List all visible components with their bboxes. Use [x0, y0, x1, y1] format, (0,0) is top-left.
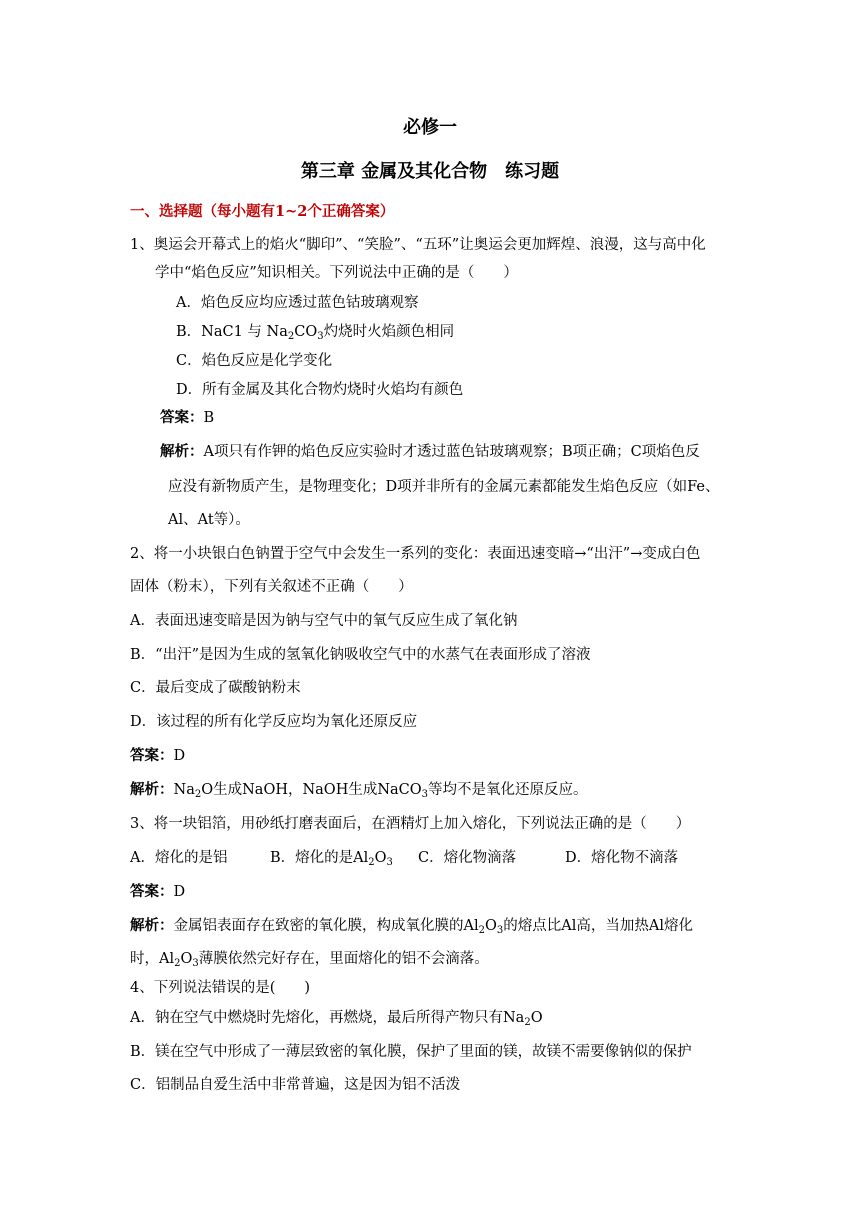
q1-option-b: B．NaC1 与 $Na_2CO_3$灼烧时火焰颜色相同 — [176, 324, 455, 342]
q3-option-c: C．熔化物滴落 — [418, 850, 517, 866]
q2-stem-line2: 固体（粉末），下列有关叙述不正确（ ） — [130, 579, 413, 595]
q3-analysis-line1: 解析：金属铝表面存在致密的氧化膜，构成氧化膜的$Al_2O_3$的熔点比Al高，当加热Al熔化 — [130, 917, 693, 936]
chapter-title: 第三章 金属及其化合物 练习题 — [300, 161, 560, 182]
q3-stem: 3、将一块铝箔，用砂纸打磨表面后，在酒精灯上加入熔化，下列说法正确的是（ ） — [130, 816, 691, 832]
q1-option-c: C．焰色反应是化学变化 — [176, 353, 333, 369]
q4-option-a: A．钠在空气中燃烧时先熔化，再燃烧，最后所得产物只有$Na_2O$ — [130, 1010, 543, 1028]
q2-analysis: 解析：$Na_2O$生成NaOH，NaOH生成NaCO$_3$等均不是氧化还原反应。 — [130, 781, 588, 800]
q2-stem-line1: 2、将一小块银白色钠置于空气中会发生一系列的变化：表面迅速变暗→“出汗”→变成白色 — [130, 546, 701, 562]
q2-answer: 答案：D — [130, 747, 186, 764]
section-heading: 一、选择题（每小题有1~2个正确答案） — [130, 203, 395, 220]
page-title: 必修一 — [403, 117, 457, 138]
q1-stem-line1: 1、奥运会开幕式上的焰火“脚印”、“笑脸”、“五环”让奥运会更加辉煌、浪漫，这与高中化 — [130, 237, 706, 253]
q2-option-c: C．最后变成了碳酸钠粉末 — [130, 680, 301, 696]
q4-option-b: B．镁在空气中形成了一薄层致密的氧化膜，保护了里面的镁，故镁不需要像钠似的保护 — [130, 1044, 692, 1060]
q3-option-b: B．熔化的是$Al_2O_3$ — [270, 850, 393, 868]
q1-answer: 答案：B — [160, 409, 215, 426]
q1-option-d: D．所有金属及其化合物灼烧时火焰均有颜色 — [176, 382, 464, 398]
q2-option-b: B．“出汗”是因为生成的氢氧化钠吸收空气中的水蒸气在表面形成了溶液 — [130, 647, 591, 663]
q3-option-a: A．熔化的是铝 — [130, 850, 228, 866]
q3-answer: 答案：D — [130, 883, 186, 900]
q2-option-a: A．表面迅速变暗是因为钠与空气中的氧气反应生成了氧化钠 — [130, 613, 518, 629]
q3-option-d: D．熔化物不滴落 — [565, 850, 679, 866]
q4-option-c: C．铝制品自爱生活中非常普遍，这是因为铝不活泼 — [130, 1077, 461, 1093]
q1-option-a: A．焰色反应均应透过蓝色钴玻璃观察 — [176, 295, 419, 311]
q1-analysis-line3: Al、At等）。 — [168, 512, 250, 528]
q1-stem-line2: 学中“焰色反应”知识相关。下列说法中正确的是（ ） — [155, 265, 518, 281]
q4-stem: 4、下列说法错误的是( ) — [130, 980, 311, 996]
q3-analysis-line2: 时，$Al_2O_3$薄膜依然完好存在，里面熔化的铝不会滴落。 — [130, 951, 489, 969]
q2-option-d: D．该过程的所有化学反应均为氧化还原反应 — [130, 714, 418, 730]
q1-analysis-line2: 应没有新物质产生，是物理变化；D项并非所有的金属元素都能发生焰色反应（如Fe、 — [168, 479, 720, 495]
q1-analysis-line1: 解析：A项只有作钾的焰色反应实验时才透过蓝色钴玻璃观察；B项正确；C项焰色反 — [160, 443, 700, 460]
